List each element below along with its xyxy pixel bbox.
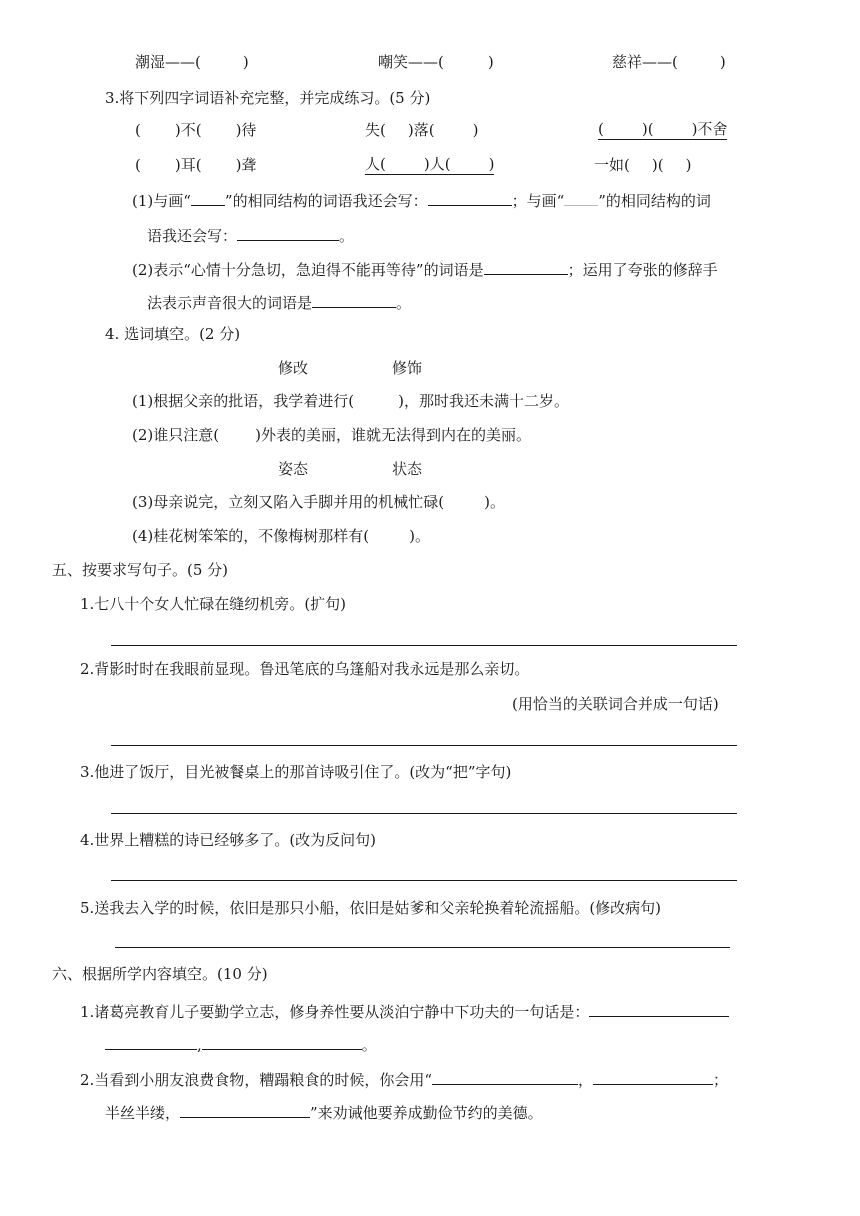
idiom-part: )聋 xyxy=(235,156,257,174)
idiom-yi-ru xyxy=(594,155,691,175)
question-text: )，那时我还未满十二岁。 xyxy=(398,392,569,410)
question-text: 。 xyxy=(339,227,355,245)
answer-line[interactable] xyxy=(484,258,568,275)
paren-close: ) xyxy=(685,156,692,174)
sec6-q2-line1 xyxy=(80,1068,728,1090)
idiom-part: )不( xyxy=(174,121,202,139)
paren-close: ) xyxy=(472,121,479,139)
question-text: )外表的美丽，谁就无法得到内在的美丽。 xyxy=(255,426,531,444)
answer-line[interactable] xyxy=(202,1033,362,1050)
answer-line[interactable] xyxy=(111,745,737,746)
q4-sentence-4 xyxy=(132,526,430,546)
question-text: (3)母亲说完，立刻又陷入手脚并用的机械忙碌( xyxy=(132,493,445,511)
idiom-part: )( xyxy=(651,156,664,174)
paren-close: ) xyxy=(487,53,494,71)
paren-close: ) xyxy=(242,53,249,71)
word-label: 潮湿——( xyxy=(135,53,201,71)
question-text: (1)与画“ xyxy=(132,192,191,210)
answer-line[interactable] xyxy=(115,947,730,948)
idiom-part: )待 xyxy=(235,121,257,139)
idiom-part: )不舍 xyxy=(691,120,728,138)
question-text: 1.诸葛亮教育儿子要勤学立志，修身养性要从淡泊宁静中下功夫的一句话是： xyxy=(80,1003,590,1021)
question-text: ；运用了夸张的修辞手 xyxy=(567,261,718,279)
question-text: (2)表示“心情十分急切，急迫得不能再等待”的词语是 xyxy=(132,261,484,279)
paren-open: ( xyxy=(135,156,141,174)
word-choice-zitai: 姿态 xyxy=(278,460,309,478)
question-text: ”的相同结构的词语我还会写： xyxy=(224,192,428,210)
question-text: )。 xyxy=(484,493,505,511)
section-5-title: 五、按要求写句子。(5 分) xyxy=(52,561,229,579)
idiom-part: )耳( xyxy=(174,156,202,174)
sec6-q1-line2 xyxy=(105,1033,377,1055)
q3-sub1-line1 xyxy=(132,189,711,211)
paren-close: ) xyxy=(719,53,726,71)
sec5-q2-note: (用恰当的关联词合并成一句话) xyxy=(512,695,719,713)
answer-line[interactable] xyxy=(312,291,396,308)
sec6-q1-line1 xyxy=(80,1000,729,1022)
answer-line[interactable] xyxy=(237,224,339,241)
question-text: ”的相同结构的词 xyxy=(598,192,711,210)
idiom-ren-ren-underlined xyxy=(365,155,494,175)
answer-line[interactable] xyxy=(111,813,737,814)
idiom-part: 一如( xyxy=(594,156,630,174)
idiom-part: 失( xyxy=(365,121,386,139)
idiom-part: )人( xyxy=(423,155,451,173)
sec5-q4: 4.世界上糟糕的诗已经够多了。(改为反问句) xyxy=(80,831,377,849)
answer-line[interactable] xyxy=(111,880,737,881)
answer-line[interactable] xyxy=(589,1000,729,1017)
sec6-q2-line2 xyxy=(105,1101,543,1123)
question-text: (1)根据父亲的批语，我学着进行( xyxy=(132,392,355,410)
question-text: 2.当看到小朋友浪费食物，糟蹋粮食的时候，你会用“ xyxy=(80,1071,432,1089)
q4-sentence-1 xyxy=(132,391,569,411)
idiom-part: 人( xyxy=(365,155,386,173)
idiom-part: )( xyxy=(641,120,654,138)
question-text: )。 xyxy=(409,527,430,545)
section-6-title: 六、根据所学内容填空。(10 分) xyxy=(52,965,268,983)
underline-sample xyxy=(191,189,225,206)
punctuation: ； xyxy=(713,1071,729,1089)
answer-line[interactable] xyxy=(111,645,737,646)
idiom-shi-luo xyxy=(365,120,478,140)
word-item-cixiang xyxy=(612,52,726,72)
answer-line[interactable] xyxy=(593,1068,713,1085)
question-text: (4)桂花树笨笨的，不像梅树那样有( xyxy=(132,527,370,545)
q3-title: 3.将下列四字词语补充完整，并完成练习。(5 分) xyxy=(105,89,431,107)
q3-sub1-line2 xyxy=(147,224,354,246)
answer-line[interactable] xyxy=(432,1068,578,1085)
word-item-chaoxiao xyxy=(378,52,494,72)
question-text: 半丝半缕， xyxy=(105,1104,181,1122)
word-choice-xiugai: 修改 xyxy=(278,359,309,377)
punctuation: 。 xyxy=(361,1036,377,1054)
question-text: 语我还会写： xyxy=(147,227,238,245)
q3-sub2-line2 xyxy=(147,291,411,313)
idiom-bu-dai xyxy=(135,120,256,140)
idiom-part: )落( xyxy=(407,121,435,139)
word-label: 慈祥——( xyxy=(612,53,678,71)
sec5-q1: 1.七八十个女人忙碌在缝纫机旁。(扩句) xyxy=(80,595,347,613)
q4-sentence-2 xyxy=(132,425,531,445)
sec5-q2: 2.背影时时在我眼前显现。鲁迅笔底的乌篷船对我永远是那么亲切。 xyxy=(80,660,530,678)
answer-line[interactable] xyxy=(180,1101,310,1118)
sec5-q5: 5.送我去入学的时候，依旧是那只小船，依旧是姑爹和父亲轮换着轮流摇船。(修改病句) xyxy=(80,899,662,917)
punctuation: ， xyxy=(577,1071,593,1089)
word-item-chaoshi xyxy=(135,52,249,72)
paren-open: ( xyxy=(598,120,604,138)
word-choice-xiushi: 修饰 xyxy=(392,359,423,377)
paren-close: ) xyxy=(488,155,495,173)
question-text: ”来劝诫他要养成勤俭节约的美德。 xyxy=(310,1104,543,1122)
question-text: 。 xyxy=(396,294,412,312)
paren-open: ( xyxy=(135,121,141,139)
underline-sample-light xyxy=(564,189,598,206)
q4-sentence-3 xyxy=(132,492,505,512)
q4-title: 4. 选词填空。(2 分) xyxy=(105,325,241,343)
question-text: 法表示声音很大的词语是 xyxy=(147,294,313,312)
question-text: (2)谁只注意( xyxy=(132,426,220,444)
idiom-er-long xyxy=(135,155,256,175)
sec5-q3: 3.他进了饭厅，目光被餐桌上的那首诗吸引住了。(改为“把”字句) xyxy=(80,763,512,781)
idiom-bu-she-underlined xyxy=(598,120,727,140)
q3-sub2-line1 xyxy=(132,258,718,280)
answer-line[interactable] xyxy=(105,1033,197,1050)
question-text: ；与画“ xyxy=(511,192,565,210)
answer-line[interactable] xyxy=(428,189,512,206)
punctuation: , xyxy=(197,1036,202,1054)
word-label: 嘲笑——( xyxy=(378,53,444,71)
word-choice-zhuangtai: 状态 xyxy=(392,460,423,478)
